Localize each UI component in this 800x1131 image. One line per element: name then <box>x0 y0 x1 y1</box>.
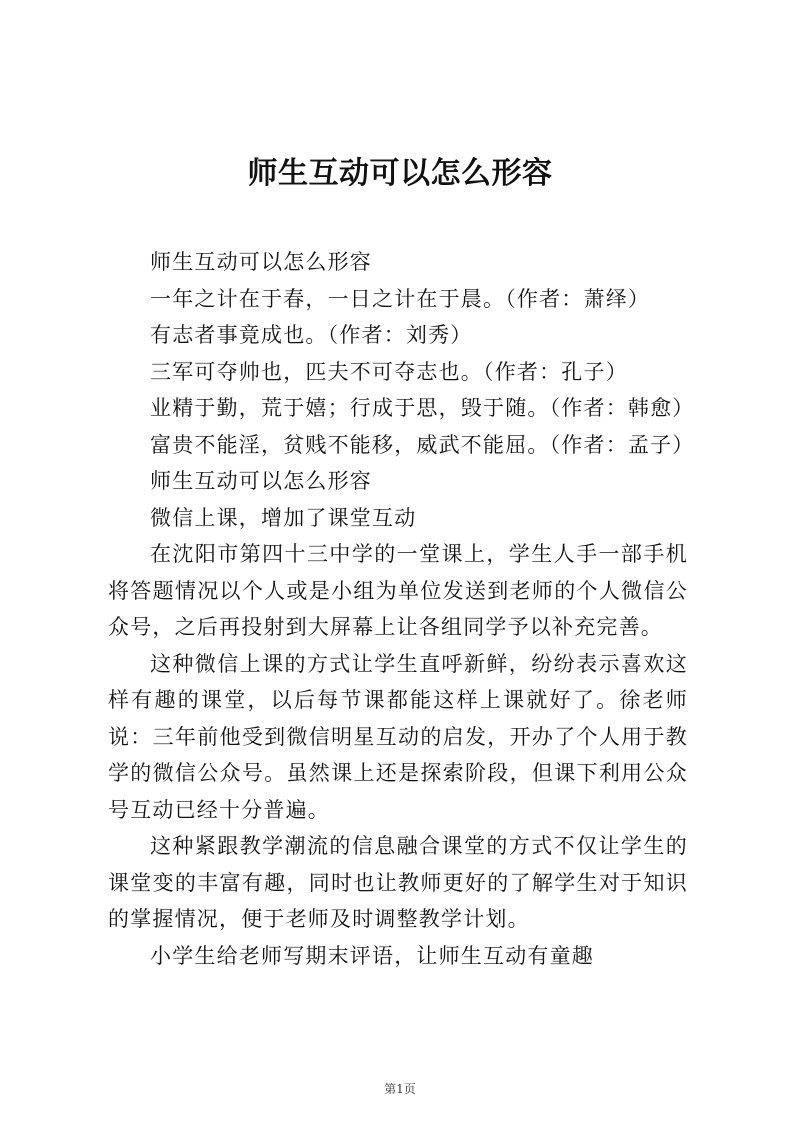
paragraph: 师生互动可以怎么形容 <box>150 469 372 493</box>
paragraph: 一年之计在于春，一日之计在于晨。（作者：萧绎） <box>150 286 651 311</box>
paragraph: 在沈阳市第四十三中学的一堂课上，学生人手一部手机将答题情况以个人或是小组为单位发送到老师的个人微信公众号，之后再投射到大屏幕上让各组同学予以补充完善。 <box>108 542 688 639</box>
paragraph: 业精于勤，荒于嬉；行成于思，毁于随。（作者：韩愈） <box>150 396 695 420</box>
paragraph: 小学生给老师写期末评语，让师生互动有童趣 <box>150 943 594 968</box>
paragraph: 富贵不能淫，贫贱不能移，威武不能屈。（作者：孟子） <box>150 432 695 457</box>
paragraph: 师生互动可以怎么形容 <box>150 250 372 274</box>
body-text <box>108 244 695 974</box>
paragraph: 这种紧跟教学潮流的信息融合课堂的方式不仅让学生的课堂变的丰富有趣，同时也让教师更好的了解学生对于知识的掌握情况，便于老师及时调整教学计划。 <box>108 834 688 931</box>
page-title: 师生互动可以怎么形容 <box>247 156 553 191</box>
paragraph: 三军可夺帅也，匹夫不可夺志也。（作者：孔子） <box>150 359 628 384</box>
paragraph: 这种微信上课的方式让学生直呼新鲜，纷纷表示喜欢这样有趣的课堂，以后每节课都能这样上课就好了。徐老师说：三年前他受到微信明星互动的启发，开办了个人用于教学的微信公众号。虽然课上还是探索阶段，但课下利用公众号互动已经十分普遍。 <box>108 651 688 822</box>
paragraph: 有志者事竟成也。（作者：刘秀） <box>150 323 473 347</box>
page-number: 第1页 <box>384 1082 416 1096</box>
paragraph: 微信上课，增加了课堂互动 <box>150 505 417 530</box>
